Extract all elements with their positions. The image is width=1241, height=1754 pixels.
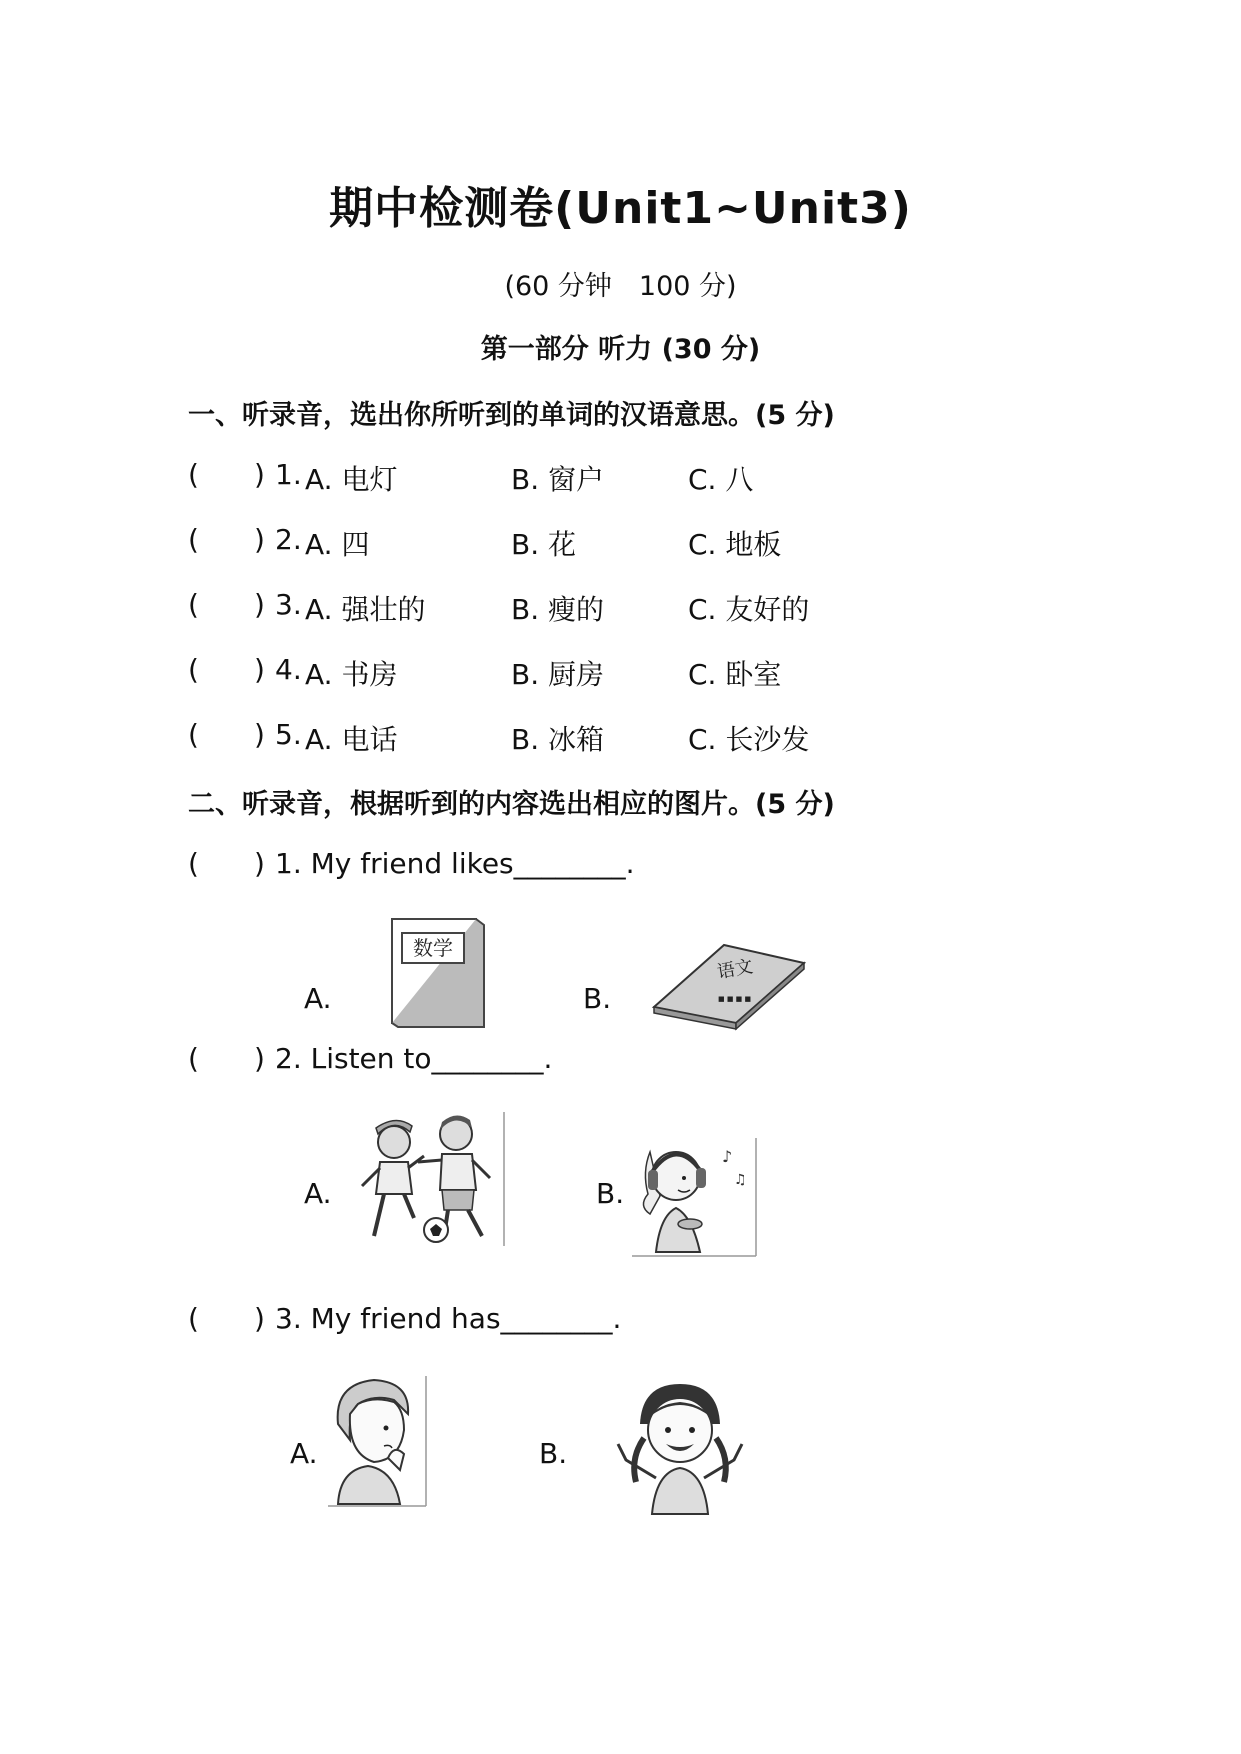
page-title: 期中检测卷(Unit1~Unit3) [329,183,912,234]
option-b: B. 厨房 [511,658,605,691]
option-c: C. 卧室 [688,658,782,691]
svg-text:■ ■ ■ ■: ■ ■ ■ ■ [718,995,752,1003]
option-a-label: A. [304,1177,332,1210]
chinese-book-label: 语文 [715,956,755,984]
answer-paren-open[interactable]: ( [188,458,199,491]
option-c: C. 长沙发 [688,723,810,756]
answer-paren-close: ) [254,1302,265,1335]
answer-paren-close: ) [254,588,265,621]
math-book-label: 数学 [413,936,453,960]
question-number: 3. [275,588,302,621]
option-a-label: A. [304,982,332,1015]
option-c: C. 友好的 [688,593,810,626]
answer-paren-open[interactable]: ( [188,718,199,751]
answer-paren-open[interactable]: ( [188,653,199,686]
question-number: 5. [275,718,302,751]
question-text: 3. My friend has________. [275,1302,622,1335]
question-text: 1. My friend likes________. [275,847,635,880]
section-2-heading: 二、听录音，根据听到的内容选出相应的图片。(5 分) [188,789,835,820]
answer-paren-close: ) [254,653,265,686]
option-a: A. 四 [305,528,370,561]
section-1-heading: 一、听录音，选出你所听到的单词的汉语意思。(5 分) [188,400,835,431]
question-number: 1. [275,458,302,491]
option-c: C. 八 [688,463,754,496]
girl-long-hair-image [606,1378,756,1518]
math-book-image [388,915,488,1027]
answer-paren-open[interactable]: ( [188,847,199,880]
question-text: 2. Listen to________. [275,1042,553,1075]
svg-text:♫: ♫ [734,1172,747,1188]
girl-listening-music-image [630,1132,760,1260]
question-number: 2. [275,523,302,556]
option-a: A. 强壮的 [305,593,426,626]
option-a-label: A. [290,1437,318,1470]
exam-duration-score: (60 分钟 100 分) [504,271,737,302]
option-b: B. 瘦的 [511,593,605,626]
answer-paren-close: ) [254,1042,265,1075]
answer-paren-close: ) [254,458,265,491]
option-b-label: B. [583,982,612,1015]
option-b-label: B. [596,1177,625,1210]
answer-paren-open[interactable]: ( [188,1302,199,1335]
boys-playing-football-image [352,1110,508,1246]
svg-text:♪: ♪ [722,1147,733,1166]
part-heading: 第一部分 听力 (30 分) [480,334,761,365]
answer-paren-open[interactable]: ( [188,1042,199,1075]
option-a: A. 书房 [305,658,398,691]
option-c: C. 地板 [688,528,782,561]
girl-short-hair-image [324,1374,430,1508]
option-b: B. 窗户 [511,463,605,496]
answer-paren-close: ) [254,718,265,751]
option-b-label: B. [539,1437,568,1470]
answer-paren-open[interactable]: ( [188,523,199,556]
question-number: 4. [275,653,302,686]
option-b: B. 花 [511,528,577,561]
option-a: A. 电话 [305,723,398,756]
answer-paren-close: ) [254,523,265,556]
chinese-book-image [652,943,806,1025]
answer-paren-open[interactable]: ( [188,588,199,621]
answer-paren-close: ) [254,847,265,880]
option-a: A. 电灯 [305,463,398,496]
option-b: B. 冰箱 [511,723,605,756]
